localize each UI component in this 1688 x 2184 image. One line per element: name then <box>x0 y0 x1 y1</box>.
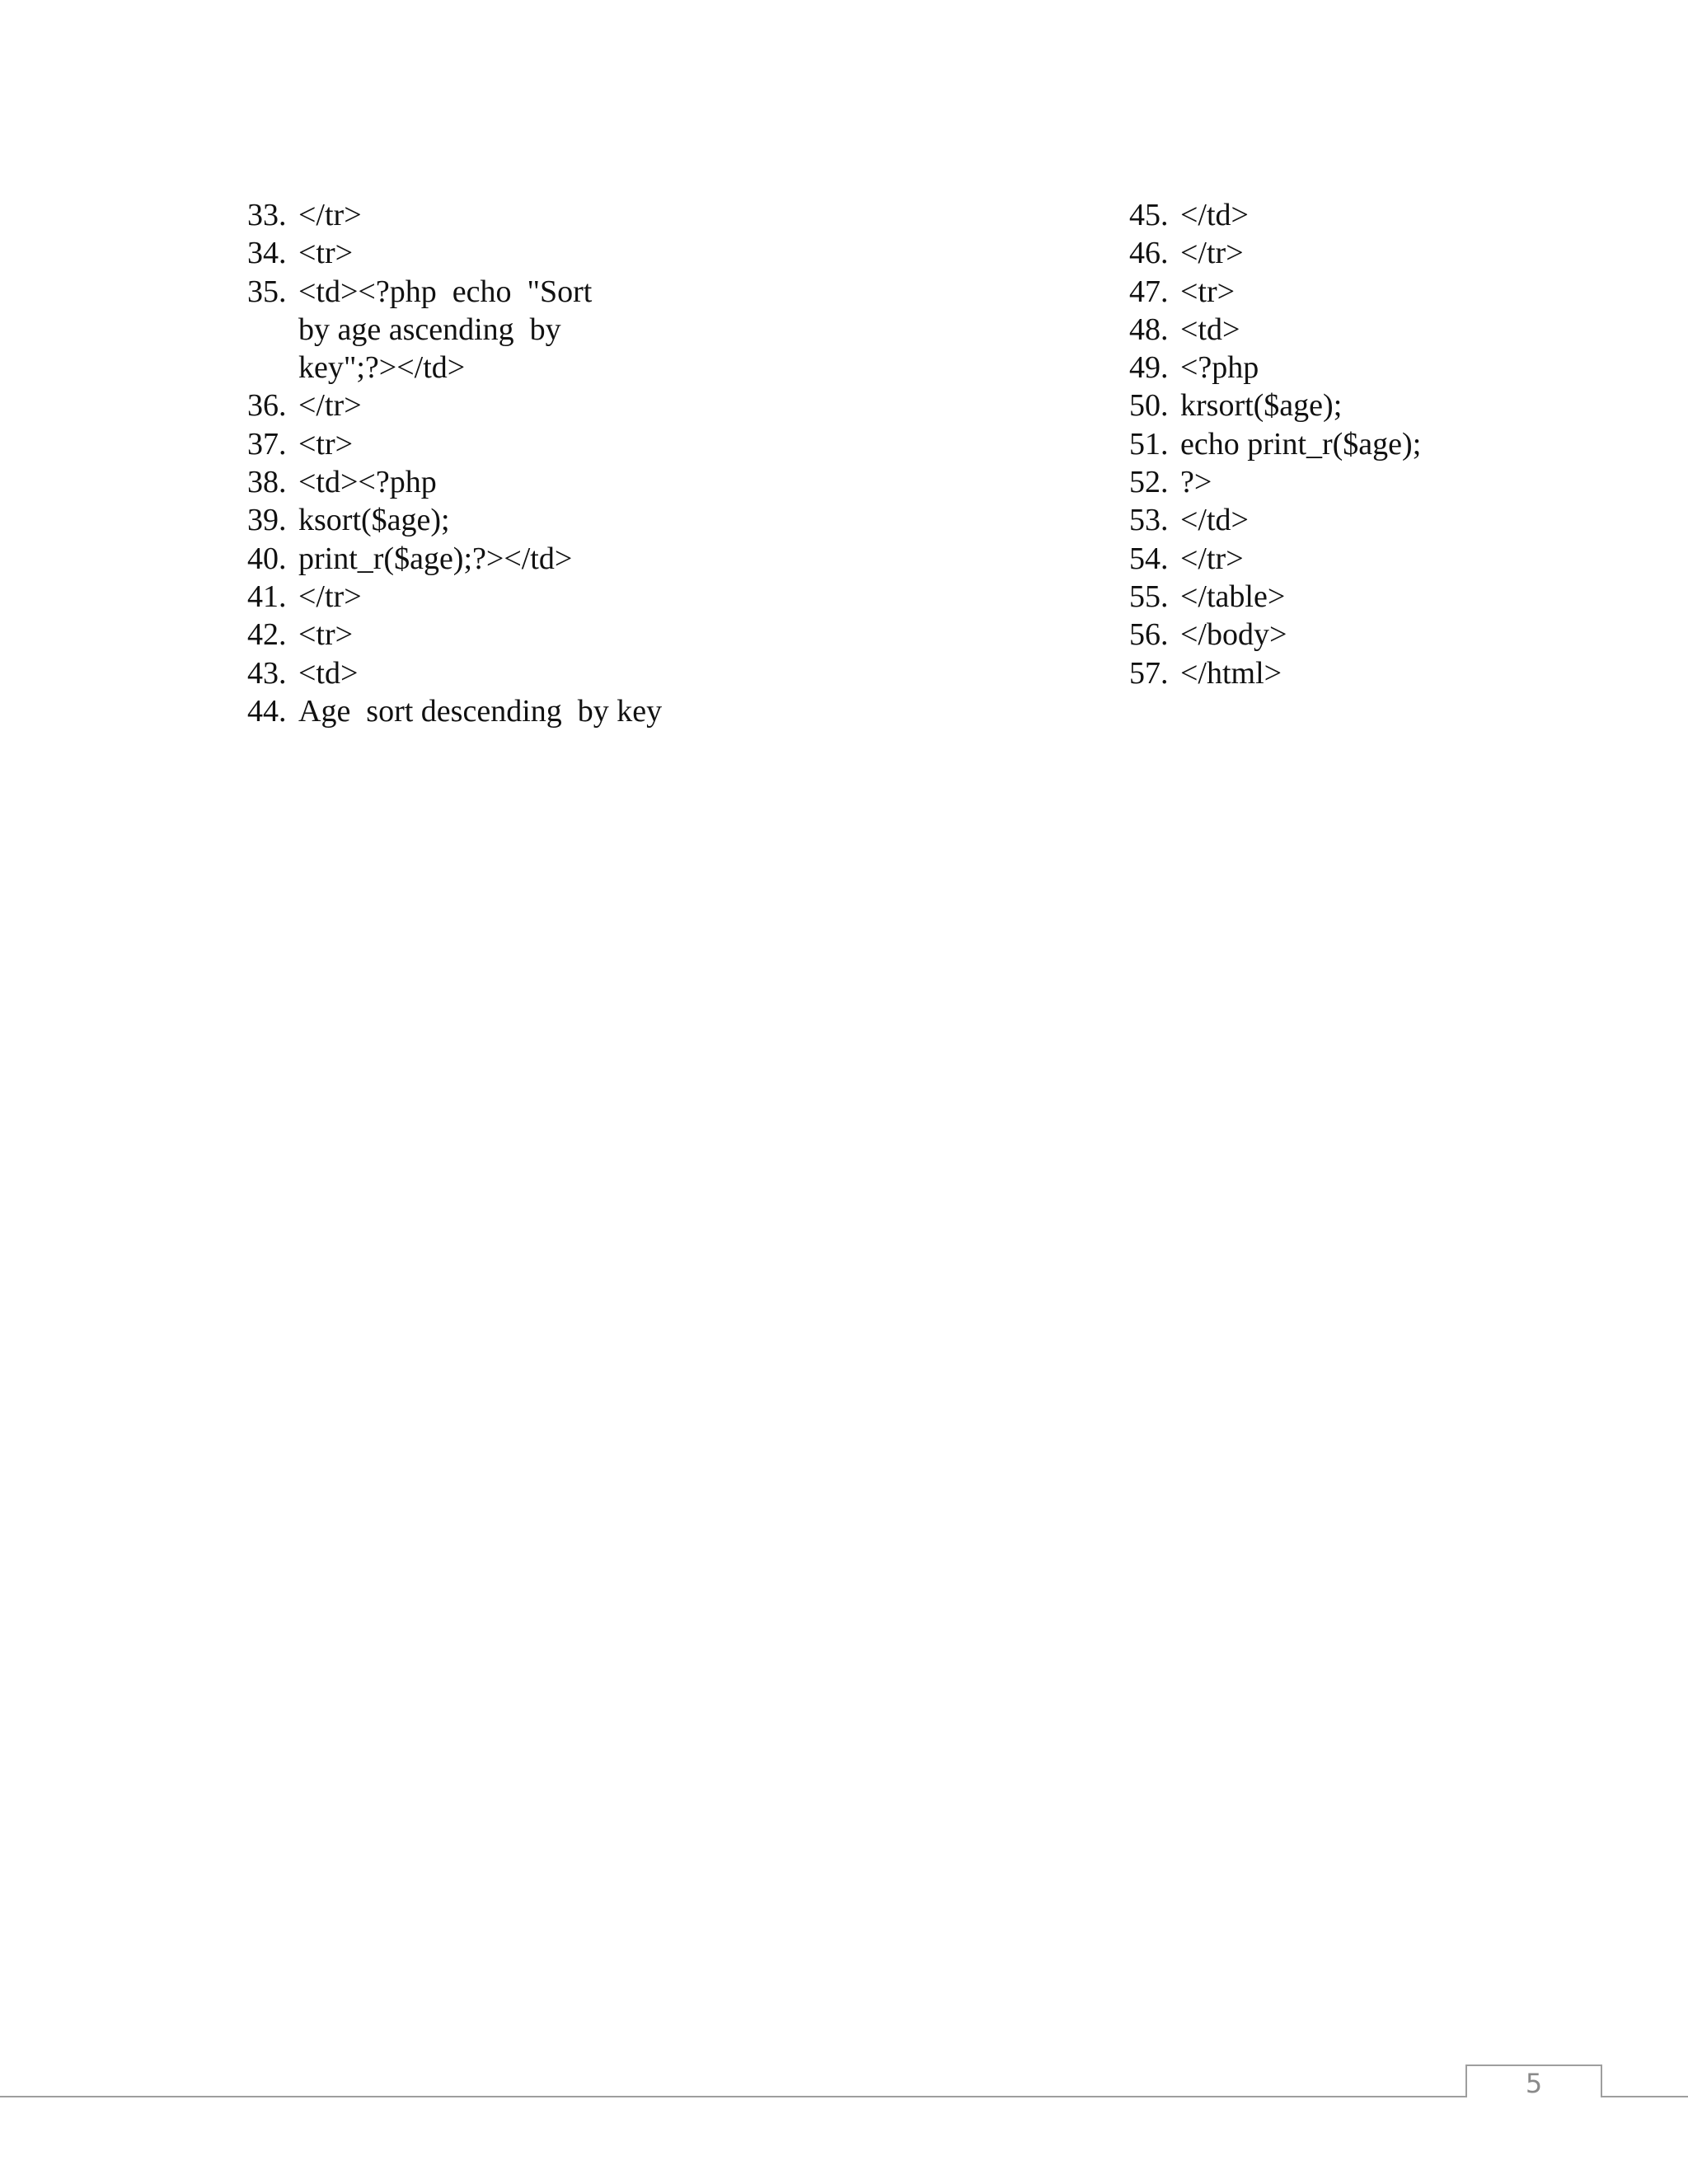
code-line <box>247 578 709 616</box>
line-text: <td> <box>298 655 359 691</box>
code-line <box>1129 234 1591 272</box>
line-text: key";?></td> <box>298 350 466 386</box>
line-number: 54. <box>1129 541 1169 576</box>
code-line <box>1129 616 1591 654</box>
line-number: 55. <box>1129 579 1169 614</box>
line-number: 52. <box>1129 465 1169 500</box>
line-text: </table> <box>1180 579 1286 614</box>
code-line <box>247 616 709 654</box>
line-number: 50. <box>1129 388 1169 424</box>
line-number <box>247 349 298 387</box>
code-line <box>1129 196 1591 234</box>
line-text: <td><?php <box>298 465 437 500</box>
code-line <box>1129 387 1591 424</box>
code-line <box>247 540 709 578</box>
code-line <box>1129 540 1591 578</box>
code-line <box>1129 654 1591 692</box>
code-column-left <box>247 196 709 730</box>
line-text: </td> <box>1180 198 1249 232</box>
line-number: 44. <box>247 693 287 729</box>
line-text: Age sort descending by key <box>298 693 663 729</box>
line-number: 56. <box>1129 617 1169 653</box>
code-line-continuation <box>247 349 709 387</box>
code-line <box>1129 501 1591 539</box>
line-number: 33. <box>247 198 287 232</box>
line-number: 35. <box>247 274 287 309</box>
code-line <box>1129 463 1591 501</box>
code-line <box>247 692 709 730</box>
line-number: 43. <box>247 655 287 691</box>
line-number <box>247 311 298 349</box>
line-number: 46. <box>1129 236 1169 271</box>
line-text: <?php <box>1180 350 1259 386</box>
line-number: 40. <box>247 541 287 576</box>
line-text: <tr> <box>298 236 354 271</box>
line-number: 42. <box>247 617 287 653</box>
code-line <box>247 196 709 234</box>
code-line <box>1129 273 1591 311</box>
code-line <box>1129 311 1591 349</box>
line-text: </html> <box>1180 655 1282 691</box>
code-line <box>247 387 709 424</box>
line-number: 47. <box>1129 274 1169 309</box>
code-line <box>247 654 709 692</box>
line-text: </tr> <box>298 388 362 424</box>
line-text: <tr> <box>298 617 354 653</box>
code-line <box>1129 425 1591 463</box>
line-text: ksort($age); <box>298 503 450 538</box>
code-column-right <box>1129 196 1591 692</box>
code-line <box>247 425 709 463</box>
line-text: krsort($age); <box>1180 388 1343 424</box>
line-text: </body> <box>1180 617 1287 653</box>
code-line <box>247 234 709 272</box>
page-number: 5 <box>1525 2068 1543 2099</box>
line-text: echo print_r($age); <box>1180 426 1422 462</box>
line-number: 37. <box>247 426 287 462</box>
code-line-continuation <box>247 311 709 349</box>
line-number: 49. <box>1129 350 1169 386</box>
line-number: 41. <box>247 579 287 614</box>
code-line <box>247 273 709 311</box>
line-text: <tr> <box>1180 274 1236 309</box>
line-text: ?> <box>1180 465 1212 500</box>
line-number: 36. <box>247 388 287 424</box>
line-text: </tr> <box>298 198 362 232</box>
line-text: <td><?php echo "Sort <box>298 274 593 309</box>
line-text: by age ascending by <box>298 312 561 347</box>
line-number: 51. <box>1129 426 1169 462</box>
code-line <box>1129 578 1591 616</box>
line-number: 39. <box>247 503 287 538</box>
line-text: </tr> <box>298 579 362 614</box>
code-line <box>247 501 709 539</box>
line-text: </tr> <box>1180 236 1244 271</box>
line-text: <tr> <box>298 426 354 462</box>
line-text: <td> <box>1180 312 1240 347</box>
code-line <box>247 463 709 501</box>
line-number: 34. <box>247 236 287 271</box>
footer-divider <box>0 2096 1688 2097</box>
line-number: 48. <box>1129 312 1169 347</box>
code-line <box>1129 349 1591 387</box>
line-number: 57. <box>1129 655 1169 691</box>
line-number: 38. <box>247 465 287 500</box>
line-text: print_r($age);?></td> <box>298 541 573 576</box>
line-number: 53. <box>1129 503 1169 538</box>
line-text: </td> <box>1180 503 1249 538</box>
line-number: 45. <box>1129 198 1169 232</box>
line-text: </tr> <box>1180 541 1244 576</box>
